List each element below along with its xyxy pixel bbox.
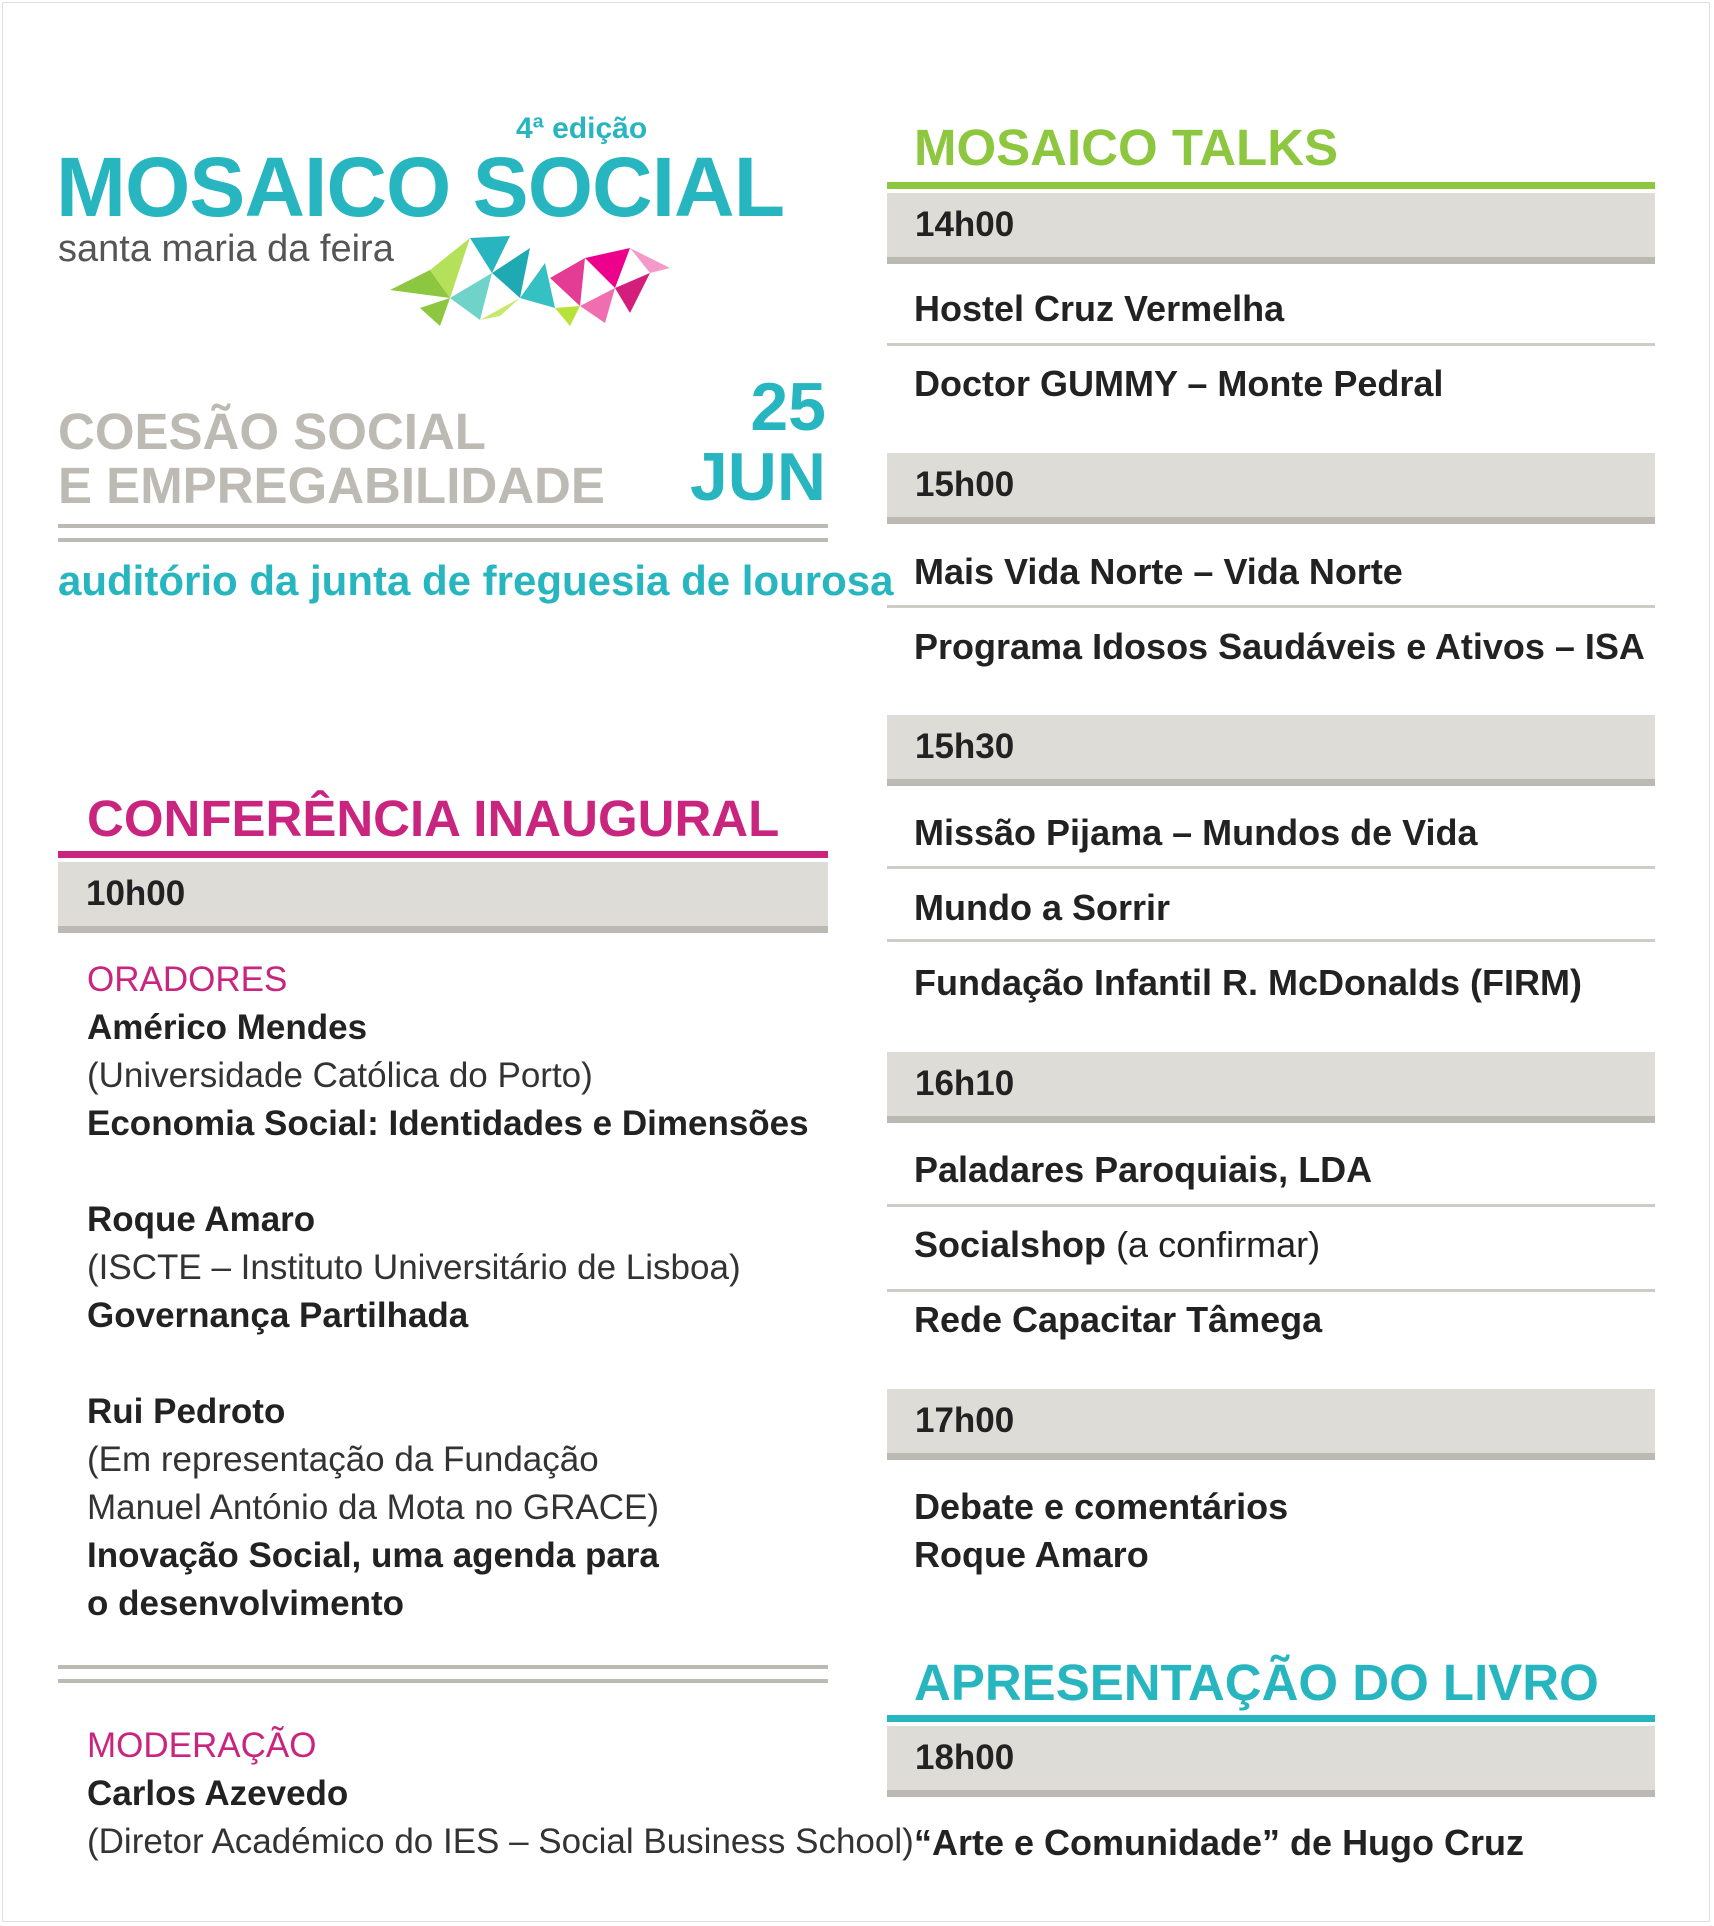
conference-title-rule [58, 851, 828, 858]
talks-slot-4-item-3: Rede Capacitar Tâmega [914, 1299, 1323, 1340]
speaker-1-affiliation: (Universidade Católica do Porto) [87, 1056, 593, 1095]
talks-slot-1-item-2: Doctor GUMMY – Monte Pedral [914, 363, 1444, 404]
item-divider [887, 939, 1655, 942]
talks-slot-2-time: 15h00 [887, 453, 1655, 524]
talks-slot-5-item-2: Roque Amaro [914, 1534, 1149, 1575]
talks-slot-3-item-2: Mundo a Sorrir [914, 887, 1171, 928]
speaker-1-name: Américo Mendes [87, 1008, 368, 1047]
book-title-rule [887, 1715, 1655, 1722]
edition-label: 4ª edição [516, 112, 648, 145]
speaker-2-topic: Governança Partilhada [87, 1296, 469, 1335]
socialshop-label: Socialshop [914, 1224, 1107, 1265]
conference-time: 10h00 [58, 862, 828, 933]
socialshop-note: (a confirmar) [1116, 1224, 1321, 1265]
talks-slot-5-time: 17h00 [887, 1389, 1655, 1460]
speaker-3-topic-line-1: Inovação Social, uma agenda para [87, 1536, 659, 1575]
logo-title: MOSAICO SOCIAL [56, 140, 785, 234]
item-divider [887, 343, 1655, 346]
moderator-affiliation: (Diretor Académico do IES – Social Business School) [87, 1822, 914, 1861]
talks-slot-4-time: 16h10 [887, 1052, 1655, 1123]
header-divider [58, 524, 828, 542]
talks-slot-4-item-1: Paladares Paroquiais, LDA [914, 1149, 1373, 1190]
mosaic-logo-graphic [380, 228, 680, 328]
talks-slot-4-item-2 [914, 1224, 1320, 1266]
date-day: 25 [750, 369, 826, 445]
item-divider [887, 866, 1655, 869]
talks-title: MOSAICO TALKS [914, 119, 1339, 176]
speaker-1-topic: Economia Social: Identidades e Dimensões [87, 1104, 809, 1143]
talks-slot-1-time: 14h00 [887, 193, 1655, 264]
talks-title-rule [887, 182, 1655, 189]
speaker-2-affiliation: (ISCTE – Instituto Universitário de Lisboa) [87, 1248, 741, 1287]
event-date [689, 369, 826, 515]
book-time: 18h00 [887, 1726, 1655, 1797]
moderator-name: Carlos Azevedo [87, 1774, 349, 1813]
logo-subtitle: santa maria da feira [58, 228, 394, 270]
speakers-label: ORADORES [87, 960, 288, 999]
item-divider [887, 1289, 1655, 1292]
date-month: JUN [689, 439, 826, 515]
item-divider [887, 605, 1655, 608]
moderation-label: MODERAÇÃO [87, 1726, 317, 1765]
event-theme [58, 405, 605, 513]
speaker-3-name: Rui Pedroto [87, 1392, 286, 1431]
talks-slot-2-item-2: Programa Idosos Saudáveis e Ativos – ISA [914, 626, 1645, 667]
talks-slot-5-item-1: Debate e comentários [914, 1486, 1289, 1527]
speaker-3-affiliation-line-2: Manuel António da Mota no GRACE) [87, 1488, 659, 1527]
speaker-2-name: Roque Amaro [87, 1200, 316, 1239]
talks-slot-3-time: 15h30 [887, 715, 1655, 786]
theme-line-1: COESÃO SOCIAL [58, 403, 486, 460]
venue: auditório da junta de freguesia de lourosa [58, 557, 894, 604]
moderation-divider [58, 1665, 828, 1683]
book-item: “Arte e Comunidade” de Hugo Cruz [914, 1822, 1525, 1863]
talks-slot-2-item-1: Mais Vida Norte – Vida Norte [914, 551, 1403, 592]
theme-line-2: E EMPREGABILIDADE [58, 457, 605, 514]
speaker-3-affiliation-line-1: (Em representação da Fundação [87, 1440, 599, 1479]
talks-slot-1-item-1: Hostel Cruz Vermelha [914, 288, 1285, 329]
conference-title: CONFERÊNCIA INAUGURAL [87, 790, 780, 847]
speaker-3-topic-line-2: o desenvolvimento [87, 1584, 405, 1623]
book-title: APRESENTAÇÃO DO LIVRO [914, 1654, 1599, 1711]
item-divider [887, 1204, 1655, 1207]
talks-slot-3-item-3: Fundação Infantil R. McDonalds (FIRM) [914, 962, 1582, 1003]
talks-slot-3-item-1: Missão Pijama – Mundos de Vida [914, 812, 1478, 853]
